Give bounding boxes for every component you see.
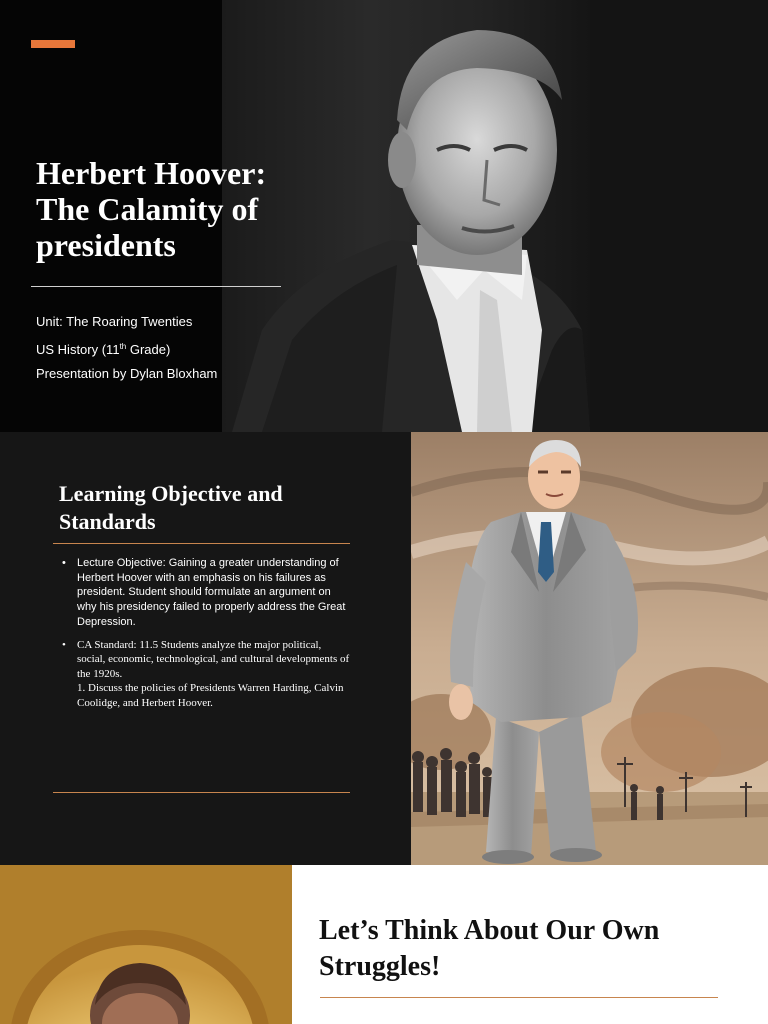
subtitle-block (36, 310, 217, 387)
course-superscript: th (119, 341, 127, 351)
list-item (60, 556, 350, 630)
title-line: presidents (36, 227, 176, 263)
title-line: Let’s Think About Our Own (319, 915, 660, 946)
struggles-slide (0, 865, 768, 1024)
title-line: Struggles! (319, 951, 441, 982)
presentation-title (36, 155, 296, 263)
course-label (36, 335, 217, 363)
hoover-caricature-illustration (411, 432, 768, 865)
objectives-bottom-divider (53, 792, 350, 793)
ca-standard-detail: 1. Discuss the policies of Presidents Warren Harding, Calvin Coolidge, and Herbert Hoover. (77, 682, 344, 709)
title-slide (0, 0, 768, 432)
struggles-title (319, 913, 739, 985)
title-line: Herbert Hoover: (36, 155, 267, 191)
struggles-divider (320, 997, 718, 998)
unit-label: Unit: The Roaring Twenties (36, 314, 193, 329)
ca-standard-text: CA Standard: 11.5 Students analyze the major political, social, economic, technological, and cultural developments of the 1920s. (77, 638, 350, 680)
list-item (60, 638, 350, 711)
title-divider (31, 286, 281, 287)
title-line: Standards (59, 509, 156, 534)
course-suffix: Grade) (126, 341, 171, 357)
objectives-list (60, 556, 350, 718)
objectives-slide (0, 432, 768, 865)
lecture-objective-text: Lecture Objective: Gaining a greater understanding of Herbert Hoover with an emphasis on his failures as president. Student should formulate an argument on why his presidency failed to properly address the Great Depression. (77, 557, 346, 628)
title-line: The Calamity of (36, 191, 259, 227)
accent-bar (31, 40, 75, 48)
photo-backdrop (590, 0, 768, 432)
hoover-painted-portrait (0, 865, 292, 1024)
objectives-title (59, 480, 359, 536)
title-line: Learning Objective and (59, 481, 283, 506)
course-prefix: US History (11 (36, 341, 120, 357)
presenter-label: Presentation by Dylan Bloxham (36, 366, 218, 381)
objectives-top-divider (53, 543, 350, 544)
